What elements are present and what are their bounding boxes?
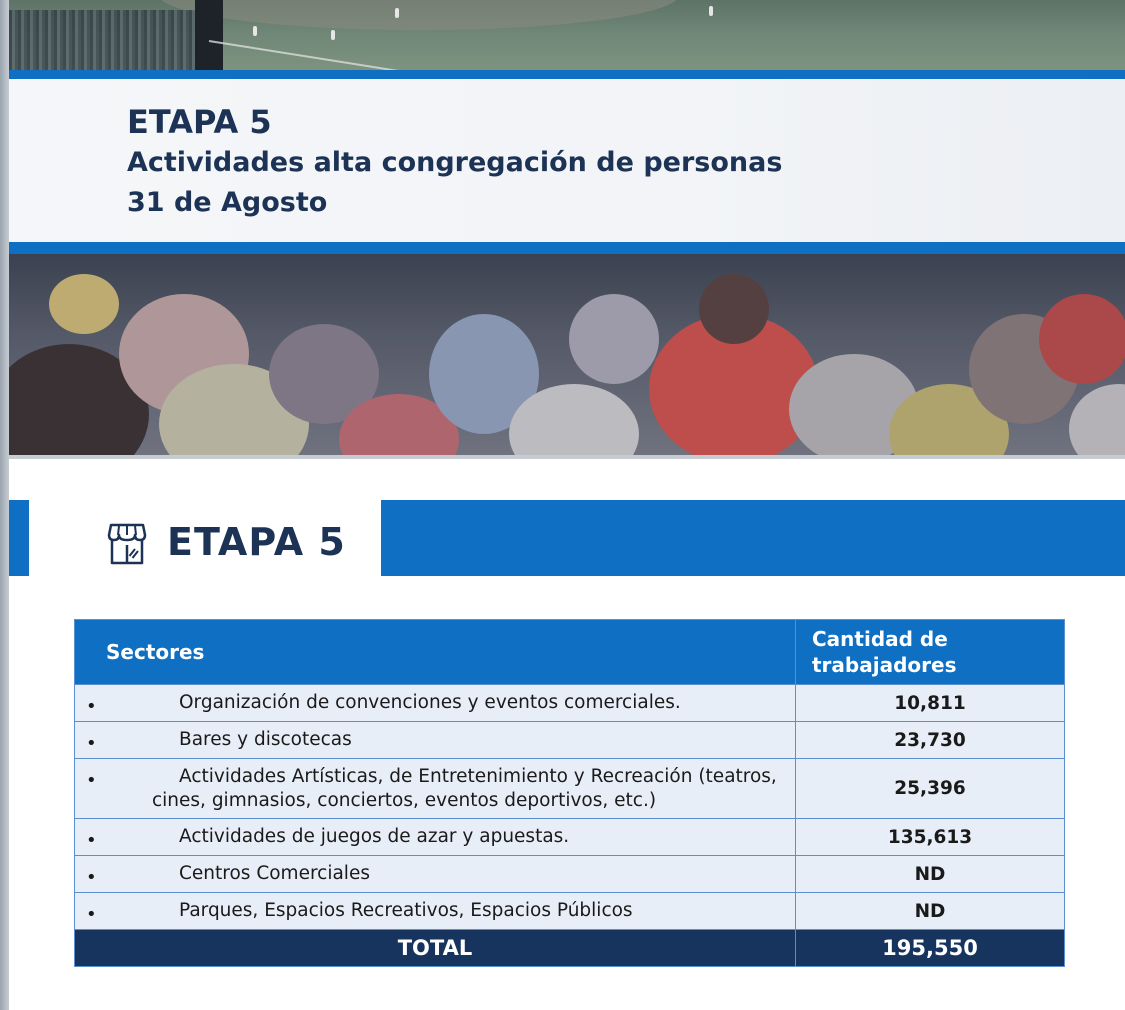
- sector-name: Actividades Artísticas, de Entretenimiento y Recreación (teatros, cines, gimnasios, conciertos, eventos deportivos, etc.): [152, 765, 777, 811]
- table-row: [75, 759, 1065, 819]
- table-row: [75, 856, 1065, 893]
- header-top-rule: [9, 70, 1125, 79]
- table-row: [75, 819, 1065, 856]
- bullet-icon: •: [86, 696, 97, 717]
- header-band: [9, 79, 1125, 242]
- bullet-icon: •: [86, 830, 97, 851]
- worker-count: 10,811: [796, 685, 1065, 722]
- worker-count: 23,730: [796, 722, 1065, 759]
- bullet-icon: •: [86, 733, 97, 754]
- sector-name: Organización de convenciones y eventos comerciales.: [179, 692, 681, 713]
- page-title: ETAPA 5: [127, 103, 272, 141]
- table-row: [75, 722, 1065, 759]
- worker-count: ND: [796, 856, 1065, 893]
- bullet-icon: •: [86, 867, 97, 888]
- worker-count: 25,396: [796, 759, 1065, 819]
- page-left-edge: [0, 0, 9, 1010]
- page-subtitle: Actividades alta congregación de personas: [127, 147, 783, 178]
- section-banner-right: [381, 500, 1125, 576]
- sector-cell: [75, 759, 796, 819]
- column-header-sectores: Sectores: [75, 620, 796, 685]
- sector-cell: [75, 893, 796, 930]
- section-banner-left: [9, 500, 29, 576]
- total-value: 195,550: [796, 930, 1065, 967]
- stadium-field-photo: [9, 0, 1125, 70]
- table-row: [75, 685, 1065, 722]
- sector-name: Actividades de juegos de azar y apuestas.: [179, 826, 570, 847]
- section-title: ETAPA 5: [167, 520, 346, 564]
- sector-cell: [75, 722, 796, 759]
- worker-count: ND: [796, 893, 1065, 930]
- sector-cell: [75, 856, 796, 893]
- total-label: TOTAL: [75, 930, 796, 967]
- column-header-cantidad: Cantidad de trabajadores: [796, 620, 1065, 685]
- worker-count: 135,613: [796, 819, 1065, 856]
- page-date: 31 de Agosto: [127, 187, 328, 218]
- sector-name: Parques, Espacios Recreativos, Espacios Públicos: [179, 900, 633, 921]
- sector-name: Centros Comerciales: [179, 863, 370, 884]
- crowd-photo: [9, 254, 1125, 455]
- bullet-icon: •: [86, 904, 97, 925]
- table-header-row: [75, 620, 1065, 685]
- photo-divider: [9, 455, 1125, 459]
- table-total-row: [75, 930, 1065, 967]
- table-row: [75, 893, 1065, 930]
- sector-cell: [75, 685, 796, 722]
- header-bottom-rule: [9, 242, 1125, 254]
- bullet-icon: •: [86, 770, 97, 791]
- sector-cell: [75, 819, 796, 856]
- store-icon: [107, 523, 147, 565]
- sector-name: Bares y discotecas: [179, 729, 352, 750]
- workers-table: [74, 619, 1065, 967]
